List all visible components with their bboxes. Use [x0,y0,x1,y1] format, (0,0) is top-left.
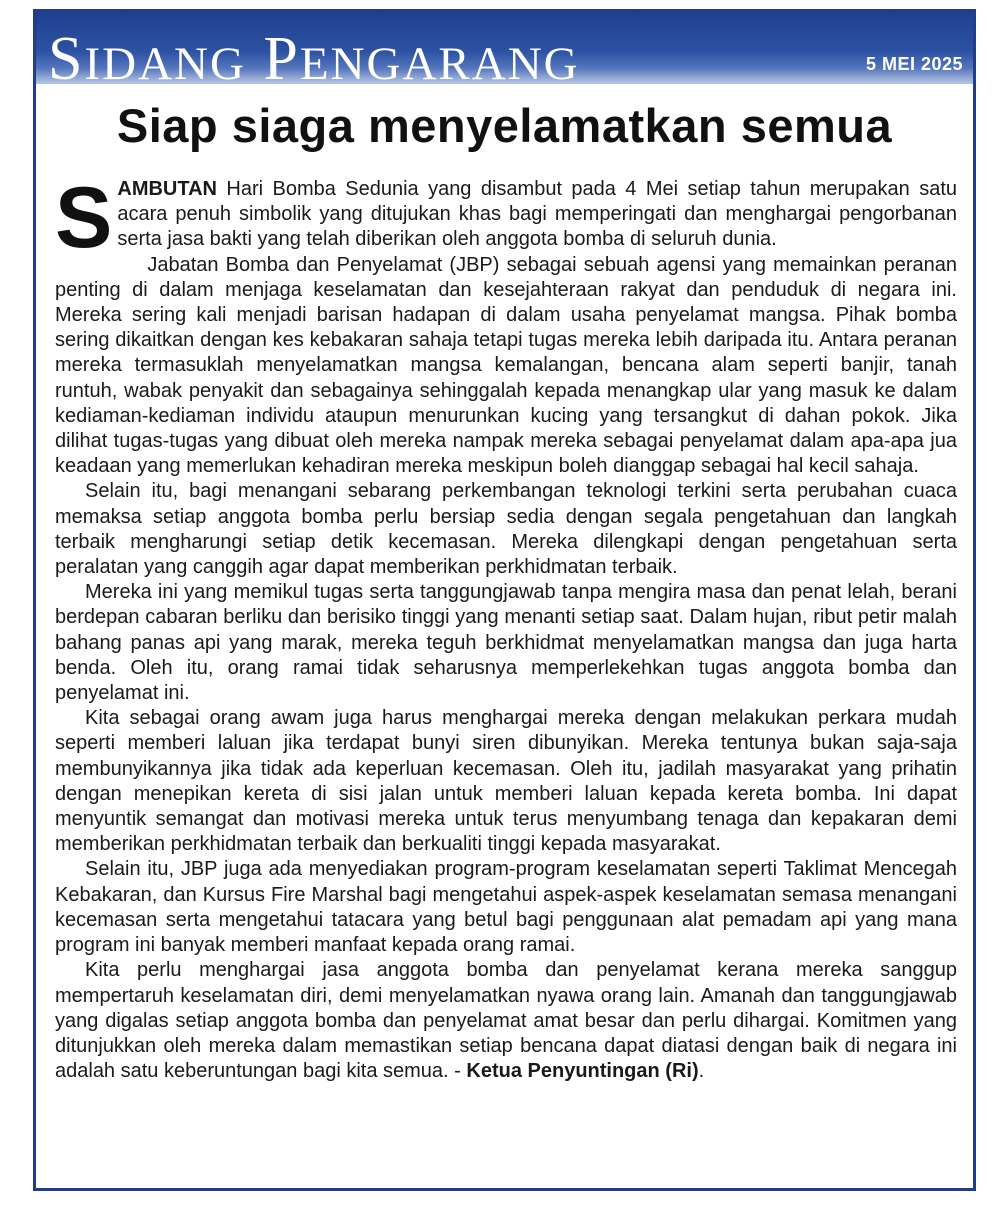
section-banner [36,12,973,84]
article-body [55,170,957,1084]
section-title-initial-1: S [48,25,85,84]
section-title-initial-2: P [263,25,300,84]
article-paragraph: Mereka ini yang memikul tugas serta tanggungjawab tanpa mengira masa dan penat lelah, berani berdepan cabaran berliku dan berisiko tinggi yang menanti setiap saat. Dalam hujan, ribut petir malah bahang panas api yang marak, mereka teguh berkhidmat menyelamatkan mangsa dan juga harta benda. Oleh itu, orang ramai tidak seharusnya memperlekehkan tugas anggota bomba dan penyelamat ini. [55,581,957,705]
last-paragraph-text: Kita perlu menghargai jasa anggota bomba dan penyelamat kerana mereka sanggup mempertaruh keselamatan diri, demi menyelamatkan nyawa orang lain. Amanah dan tanggungjawab yang digalas setiap anggota bomba dan penyelamat amat besar dan perlu dihargai. Komitmen yang ditunjukkan oleh mereka dalam memastikan setiap bencana dapat diatasi dengan baik di negara ini adalah satu keberuntungan bagi kita semua. - [55,959,957,1083]
signature-end: . [698,1060,705,1083]
section-title-rest-2: ENGARANG [299,38,580,84]
editorial-frame [33,9,976,1191]
article-headline: Siap siaga menyelamatkan semua [116,99,893,152]
lead-text: Hari Bomba Sedunia yang disambut pada 4 Mei setiap tahun merupakan satu acara penuh simbolik yang ditujukan khas bagi memperingati dan menghargai pengorbanan serta jasa bakti yang telah diberikan oleh anggota bomba di seluruh dunia. [117,178,957,251]
publication-date: 5 MEI 2025 [865,54,963,74]
article-paragraph-lead [55,170,957,266]
article-paragraph: Selain itu, JBP juga ada menyediakan program-program keselamatan seperti Taklimat Mencegah Kebakaran, dan Kursus Fire Marshal bagi mengetahui aspek-aspek keselamatan semasa menangani kecemasan serta mengetahui tatacara yang betul bagi penggunaan alat pemadam api yang mana program ini banyak memberi manfaat kepada orang ramai. [55,858,957,957]
article-paragraph: Kita sebagai orang awam juga harus menghargai mereka dengan melakukan perkara mudah seperti memberi laluan jika terdapat bunyi siren dibunyikan. Mereka tentunya bukan saja-saja membunyikannya jika tidak ada keperluan kecemasan. Oleh itu, jadilah masyarakat yang prihatin dengan menepikan kereta di sisi jalan untuk memberi laluan kepada kereta bomba. Ini dapat menyuntik semangat dan motivasi mereka untuk terus menyumbang tenaga dan kepakaran demi memberikan perkhidmatan terbaik dan berkualiti tinggi kepada masyarakat. [55,707,957,856]
lead-word: AMBUTAN [117,178,217,200]
article-paragraph: Jabatan Bomba dan Penyelamat (JBP) sebagai sebuah agensi yang memainkan peranan penting di dalam menjaga keselamatan dan kesejahteraan rakyat dan penduduk di negara ini. Mereka sering kali menjadi barisan hadapan di dalam usaha penyelamat mangsa. Pihak bomba sering dikaitkan dengan kes kebakaran sahaja tetapi tugas mereka lebih daripada itu. Antara peranan mereka termasuklah menyelamatkan mangsa kemalangan, bencana alam seperti banjir, tanah runtuh, wabak penyakit dan sebagainya sehinggalah kepada menangkap ular yang masuk ke dalam kediaman-kediaman individu ataupun menurunkan kucing yang tersangkut di dahan pokok. Jika dilihat tugas-tugas yang dibuat oleh mereka nampak mereka sebagai penyelamat dalam apa-apa jua keadaan yang memerlukan kehadiran mereka meskipun boleh dianggap sebagai hal kecil sahaja. [55,253,957,478]
section-title [48,16,580,84]
article-paragraph-last [55,958,957,1084]
drop-cap: S [55,170,113,266]
section-title-rest-1: IDANG [84,38,246,84]
article-paragraph: Selain itu, bagi menangani sebarang perkembangan teknologi terkini serta perubahan cuaca memaksa setiap anggota bomba perlu bersiap sedia dengan segala pengetahuan dan langkah terbaik mengharungi setiap detik kecemasan. Mereka dilengkapi dengan pengetahuan serta peralatan yang canggih agar dapat memberikan perkhidmatan terbaik. [55,480,957,579]
author-signature: Ketua Penyuntingan (Ri) [466,1060,699,1083]
